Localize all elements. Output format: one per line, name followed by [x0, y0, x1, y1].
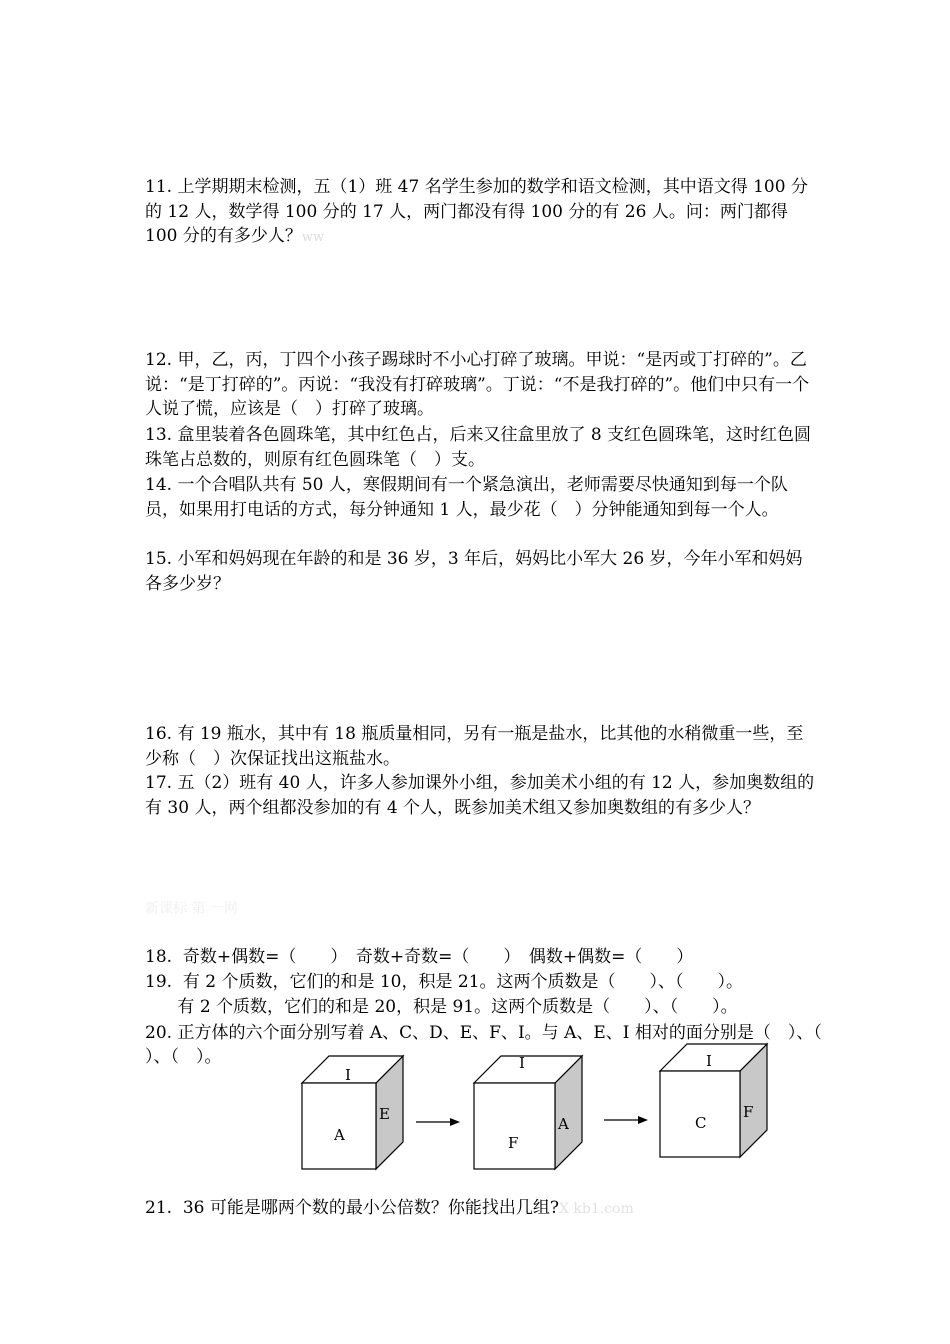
question-16: 16. 有 19 瓶水，其中有 18 瓶质量相同，另有一瓶是盐水，比其他的水稍微重一些，至少称（ ）次保证找出这瓶盐水。 [145, 724, 804, 769]
question-21 [145, 1196, 634, 1222]
faint-watermark: 新课标 第 一网 [145, 901, 238, 917]
cube-1-front-label: A [334, 1126, 345, 1144]
cube-2-side-label: A [558, 1115, 569, 1133]
cube-3-side-label: F [743, 1103, 754, 1121]
question-12: 12. 甲，乙，丙，丁四个小孩子踢球时不小心打碎了玻璃。甲说：“是丙或丁打碎的”。乙说：“是丁打碎的”。丙说：“我没有打碎玻璃”。丁说：“不是我打碎的”。他们中只有一个人说了慌，应该是（ ）打碎了玻璃。 [145, 350, 810, 419]
cube-2-top-label: I [519, 1054, 525, 1072]
question-20-line-1: 20. 正方体的六个面分别写着 A、C、D、E、F、I。与 A、E、I 相对的面分别是（ ）、（ [145, 1023, 822, 1043]
question-15: 15. 小军和妈妈现在年龄的和是 36 岁，3 年后，妈妈比小军大 26 岁，今年小军和妈妈各多少岁？ [145, 549, 803, 594]
cube-2 [474, 1054, 582, 1169]
cube-1 [302, 1056, 403, 1169]
cube-1-side-label: E [379, 1105, 390, 1123]
cube-1-top-label: I [345, 1066, 351, 1084]
arrow-right-icon [416, 1118, 460, 1126]
question-17: 17. 五（2）班有 40 人，许多人参加课外小组，参加美术小组的有 12 人，参加奥数组的有 30 人，两个组都没参加的有 4 个人，既参加美术组又参加奥数组的有多少人？ [145, 773, 815, 818]
question-18: 18. 奇数+偶数=（ ） 奇数+奇数=（ ） 偶数+偶数=（ ） [145, 947, 694, 967]
question-19-line-2: 有 2 个质数，它们的和是 20，积是 91。这两个质数是（ ）、（ ）。 [145, 997, 738, 1017]
cube-3-front-label: C [695, 1114, 707, 1132]
question-19-line-1: 19. 有 2 个质数，它们的和是 10，积是 21。这两个质数是（ ）、（ ）。 [145, 972, 744, 992]
arrow-right-icon [604, 1116, 648, 1124]
question-11-text: 11. 上学期期末检测，五（1）班 47 名学生参加的数学和语文检测，其中语文得 100 分的 12 人，数学得 100 分的 17 人，两门都没有得 100 分的有 26 人。问：两门都得 100 分的有多少人？ [145, 177, 808, 246]
question-14: 14. 一个合唱队共有 50 人，寒假期间有一个紧急演出，老师需要尽快通知到每一个队员，如果用打电话的方式，每分钟通知 1 人，最少花（ ）分钟能通知到每一个人。 [145, 475, 788, 520]
cube-3-top-label: I [706, 1052, 712, 1070]
question-13: 13. 盒里装着各色圆珠笔，其中红色占，后来又往盒里放了 8 支红色圆珠笔，这时红色圆珠笔占总数的，则原有红色圆珠笔（ ）支。 [145, 425, 812, 470]
cube-3 [660, 1044, 767, 1157]
question-20-line-2: ）、（ ）。 [145, 1047, 222, 1067]
watermark-text: ww [301, 230, 325, 245]
question-21-text: 21. 36 可能是哪两个数的最小公倍数？你能找出几组? [145, 1198, 559, 1218]
cube-2-front-face [474, 1083, 555, 1169]
cube-2-front-label: F [508, 1134, 519, 1152]
question-21-watermark: X kb1.com [559, 1201, 634, 1217]
